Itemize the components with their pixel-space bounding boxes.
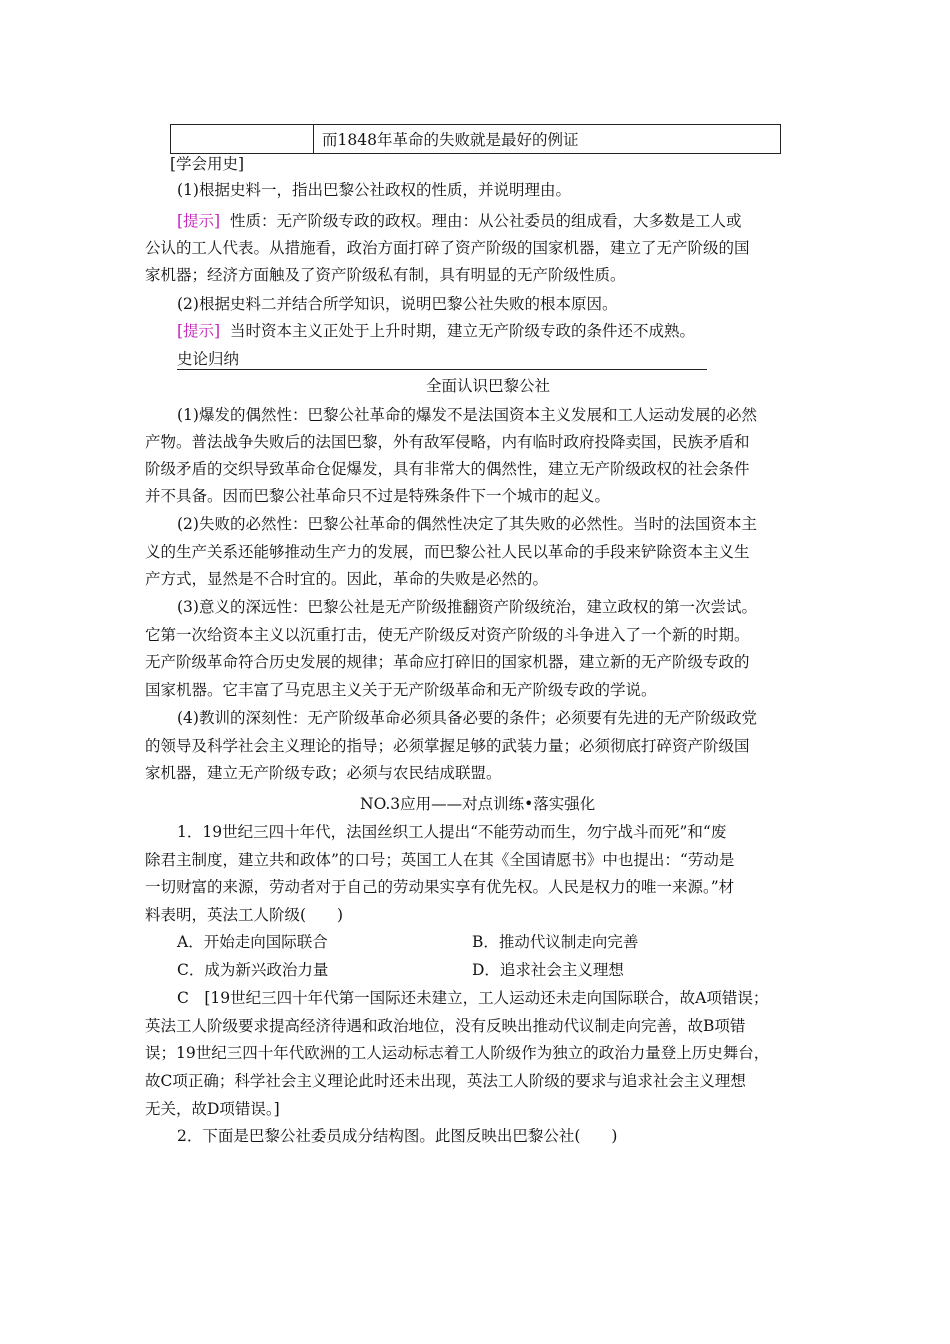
paragraph-line: 产物。普法战争失败后的法国巴黎，外有敌军侵略，内有临时政府投降卖国，民族矛盾和 (145, 433, 750, 451)
answer-line: 故C项正确；科学社会主义理论此时还未出现，英法工人阶级的要求与追求社会主义理想 (145, 1072, 746, 1090)
option-a: A．开始走向国际联合 (177, 933, 328, 951)
paragraph-line: 的领导及科学社会主义理论的指导；必须掌握足够的武装力量；必须彻底打碎资产阶级国 (145, 737, 750, 755)
answer-line: 无关，故D项错误。] (145, 1100, 280, 1118)
table-cell-right: 而1848年革命的失败就是最好的例证 (314, 125, 781, 154)
answer-line: 误；19世纪三四十年代欧洲的工人运动标志着工人阶级作为独立的政治力量登上历史舞台， (145, 1044, 770, 1062)
hint-1-line-1 (177, 211, 741, 231)
section-label-xuehui: [学会用史] (170, 155, 245, 173)
no3-title: NO.3应用——对点训练•落实强化 (360, 795, 596, 813)
hint-1-line-3: 家机器；经济方面触及了资产阶级私有制，具有明显的无产阶级性质。 (145, 266, 626, 284)
option-b: B．推动代议制走向完善 (472, 933, 639, 951)
paragraph-line: 国家机器。它丰富了马克思主义关于无产阶级革命和无产阶级专政的学说。 (145, 681, 657, 699)
paragraph-line: (2)失败的必然性：巴黎公社革命的偶然性决定了其失败的必然性。当时的法国资本主 (177, 515, 757, 533)
question-2: (2)根据史料二并结合所学知识，说明巴黎公社失败的根本原因。 (177, 295, 618, 313)
paragraph-line: 并不具备。因而巴黎公社革命只不过是特殊条件下一个城市的起义。 (145, 487, 611, 505)
exercise-2: 2．下面是巴黎公社委员成分结构图。此图反映出巴黎公社( ) (177, 1127, 618, 1145)
hint-1-text: 性质：无产阶级专政的政权。理由：从公社委员的组成看，大多数是工人或 (229, 212, 742, 230)
table-fragment (170, 124, 781, 154)
section-rule (177, 369, 707, 370)
paragraph-line: 产方式，显然是不合时宜的。因此，革命的失败是必然的。 (145, 570, 549, 588)
exercise-1-line: 除君主制度，建立共和政体”的口号；英国工人在其《全国请愿书》中也提出：“劳动是 (145, 851, 735, 869)
answer-line: C [19世纪三四十年代第一国际还未建立，工人运动还未走向国际联合，故A项错误； (177, 989, 769, 1007)
option-d: D．追求社会主义理想 (472, 961, 624, 979)
table-cell-left (171, 125, 314, 154)
hint-tag: [提示] (177, 212, 221, 230)
exercise-1-line: 1．19世纪三四十年代，法国丝织工人提出“不能劳动而生，勿宁战斗而死”和“废 (177, 823, 727, 841)
hint-2-text: 当时资本主义正处于上升时期，建立无产阶级专政的条件还不成熟。 (229, 322, 695, 340)
hint-1-line-2: 公认的工人代表。从措施看，政治方面打碎了资产阶级的国家机器，建立了无产阶级的国 (145, 239, 750, 257)
paragraph-line: (1)爆发的偶然性：巴黎公社革命的爆发不是法国资本主义发展和工人运动发展的必然 (177, 406, 757, 424)
paragraph-line: 家机器，建立无产阶级专政；必须与农民结成联盟。 (145, 764, 502, 782)
summary-title: 全面认识巴黎公社 (426, 377, 551, 395)
answer-line: 英法工人阶级要求提高经济待遇和政治地位，没有反映出推动代议制走向完善，故B项错 (145, 1017, 746, 1035)
paragraph-line: 它第一次给资本主义以沉重打击，使无产阶级反对资产阶级的斗争进入了一个新的时期。 (145, 626, 750, 644)
exercise-1-line: 料表明，英法工人阶级( ) (145, 906, 344, 924)
exercise-1-line: 一切财富的来源，劳动者对于自己的劳动果实享有优先权。人民是权力的唯一来源。”材 (145, 878, 735, 896)
paragraph-line: 义的生产关系还能够推动生产力的发展，而巴黎公社人民以革命的手段来铲除资本主义生 (145, 543, 750, 561)
paragraph-line: 阶级矛盾的交织导致革命仓促爆发，具有非常大的偶然性，建立无产阶级政权的社会条件 (145, 460, 750, 478)
question-1: (1)根据史料一，指出巴黎公社政权的性质，并说明理由。 (177, 181, 571, 199)
paragraph-line: (3)意义的深远性：巴黎公社是无产阶级推翻资产阶级统治，建立政权的第一次尝试。 (177, 598, 757, 616)
hint-2 (177, 321, 695, 341)
section-label-shilun: 史论归纳 (177, 350, 240, 368)
hint-tag: [提示] (177, 322, 221, 340)
option-c: C．成为新兴政治力量 (177, 961, 329, 979)
paragraph-line: 无产阶级革命符合历史发展的规律；革命应打碎旧的国家机器，建立新的无产阶级专政的 (145, 653, 750, 671)
paragraph-line: (4)教训的深刻性：无产阶级革命必须具备必要的条件；必须要有先进的无产阶级政党 (177, 709, 757, 727)
